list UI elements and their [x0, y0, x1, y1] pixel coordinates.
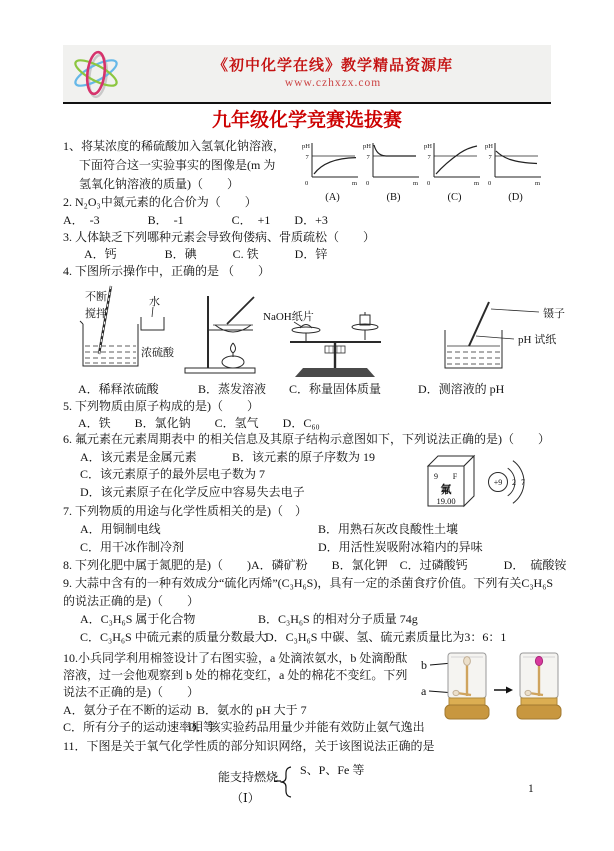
q9-line-2: 的说法正确的是)（ ）	[63, 594, 199, 608]
q7-option-a: A．用铜制电线	[80, 522, 161, 536]
q6-option-d: D．该元素原子在化学反应中容易失去电子	[80, 485, 305, 499]
tweezers-label: 镊子	[543, 308, 565, 320]
q10-option-c: C．所有分子的运动速率相等	[63, 720, 216, 734]
q6-text: 6. 氟元素在元素周期表中 的相关信息及其原子结构示意图如下，下列说法正确的是)（ ）	[63, 432, 550, 446]
y-axis-label: pH	[485, 143, 493, 150]
site-url: www.czhxzx.com	[284, 77, 382, 89]
q7-option-c: C．用干冰作制冷剂	[80, 540, 185, 554]
shell2-electrons: 7	[521, 478, 525, 487]
stir-label-1: 不断	[85, 291, 107, 303]
element-symbol: F	[452, 472, 458, 481]
y-axis-label: pH	[424, 143, 432, 150]
site-logo-icon	[67, 46, 125, 100]
acid-label: 浓硫酸	[141, 347, 174, 359]
stir-label-2: 搅拌	[85, 308, 107, 320]
q3-text: 3. 人体缺乏下列哪种元素会导致佝偻病、骨质疏松（ ）	[63, 230, 376, 244]
origin-label: 0	[366, 180, 370, 186]
jar-after	[517, 653, 561, 719]
network-brace	[274, 766, 294, 798]
y-axis-label: pH	[302, 143, 310, 150]
ph7-tick: 7	[488, 154, 492, 161]
swab-b-label: b	[421, 658, 427, 672]
q10-line-2: 溶液，过一会他观察到 b 处的棉花变红，a 处的棉花不变红。下列	[63, 668, 408, 682]
element-name: 氟	[440, 484, 452, 496]
q1-graph-a	[302, 140, 363, 203]
y-axis-label: pH	[363, 143, 371, 150]
q11-text: 11．下图是关于氧气化学性质的部分知识网络，关于该图说法正确的是	[63, 739, 435, 753]
origin-label: 0	[488, 180, 492, 186]
apparatus-evaporation	[185, 296, 255, 373]
q1-line-1: 1、将某浓度的稀硫酸加入氢氧化钠溶液，	[63, 139, 286, 153]
q4-caption-a: A．稀释浓硫酸	[78, 382, 159, 396]
site-title: 《初中化学在线》教学精品资源库	[212, 58, 453, 74]
q9-option-c: C．C₃H₆S 中硫元素的质量分数最大	[80, 630, 267, 644]
q6-option-b: B．该元素的原子序数为 19	[232, 450, 376, 464]
ph-graph-b	[363, 140, 421, 186]
ph-paper-label: pH 试纸	[518, 334, 557, 346]
nucleus-charge: +9	[493, 478, 503, 487]
q4-caption-c: C．称量固体质量	[289, 382, 382, 396]
q9-option-b: B．C₃H₆S 的相对分子质量 74g	[258, 612, 418, 626]
q10-line-3: 说法不正确的是)（ ）	[63, 685, 199, 699]
x-axis-label: m	[474, 180, 480, 186]
q5-text: 5. 下列物质由原子构成的是)（ ）	[63, 399, 259, 413]
q5-options: A．铁 B．氯化钠 C．氢气 D．C₆₀	[78, 416, 320, 430]
graph-caption-b: (B)	[386, 192, 401, 203]
q9-line-1: 9. 大蒜中含有的一种有效成分“硫化丙烯”(C₃H₆S)，具有一定的杀菌食疗价值。下列有关C₃H₆S	[63, 576, 554, 590]
origin-label: 0	[305, 180, 309, 186]
network-node-sublabel: （Ⅰ）	[231, 791, 260, 805]
q8-text: 8. 下列化肥中属于氮肥的是)（ )A．磷矿粉 B．氯化钾 C．过磷酸钙 D． 硫酸铵	[63, 558, 567, 572]
element-number: 9	[434, 472, 438, 481]
arrow-icon	[494, 687, 513, 694]
q1-graph-c	[424, 140, 485, 203]
q10-line-1: 10.小兵同学利用棉签设计了右图实验，a 处滴浓氨水，b 处滴酚酞	[63, 651, 408, 665]
graph-caption-a: (A)	[325, 192, 340, 203]
shell1-electrons: 2	[512, 478, 516, 487]
q7-option-d: D．用活性炭吸附冰箱内的异味	[318, 540, 483, 554]
q4-figure	[63, 284, 568, 380]
q10-option-b: B．氨水的 pH 大于 7	[197, 703, 307, 717]
q9-option-d: D．C₃H₆S 中碳、氢、硫元素质量比为3：6：1	[265, 630, 507, 644]
q3-options: A．钙 B．碘 C. 铁 D．锌	[84, 247, 328, 261]
q1-graph-d	[485, 140, 546, 203]
q10-option-d: D．该实验药品用量少并能有效防止氨气逸出	[188, 720, 425, 734]
network-node-label: 能支持燃烧	[218, 770, 279, 784]
q1-line-3: 氢氧化钠溶液的质量)（ ）	[79, 177, 239, 191]
q2-text: 2. N₂O₃中氮元素的化合价为（ ）	[63, 195, 257, 209]
ph-graph-a	[302, 140, 360, 186]
q1-line-2: 下面符合这一实验事实的图像是(m 为	[79, 158, 276, 172]
site-banner	[63, 45, 551, 104]
q7-text: 7. 下列物质的用途与化学性质相关的是)（ ）	[63, 504, 307, 518]
ph7-tick: 7	[305, 154, 309, 161]
q4-caption-d: D．测溶液的 pH	[418, 382, 505, 396]
origin-label: 0	[427, 180, 431, 186]
ph7-tick: 7	[427, 154, 431, 161]
naoh-label: NaOH纸片	[263, 311, 314, 323]
page-title: 九年级化学竞赛选拔赛	[211, 110, 402, 131]
water-label: 水	[149, 296, 160, 308]
q9-option-a: A．C₃H₆S 属于化合物	[80, 612, 196, 626]
graph-caption-d: (D)	[508, 192, 523, 203]
q6-option-a: A．该元素是金属元素	[80, 450, 197, 464]
q6-option-c: C．该元素原子的最外层电子数为 7	[80, 467, 266, 481]
page-number: 1	[528, 783, 534, 795]
ph-graph-c	[424, 140, 482, 186]
x-axis-label: m	[535, 180, 541, 186]
q10-option-a: A．氨分子在不断的运动	[63, 703, 192, 717]
x-axis-label: m	[413, 180, 419, 186]
q1-graph-b	[363, 140, 424, 203]
jar-before	[445, 653, 489, 719]
q4-caption-b: B．蒸发溶液	[198, 382, 267, 396]
q6-figure	[426, 452, 556, 510]
x-axis-label: m	[352, 180, 358, 186]
element-mass: 19.00	[436, 496, 456, 506]
swab-a-label: a	[421, 684, 427, 698]
q4-text: 4. 下图所示操作中，正确的是 （ ）	[63, 264, 271, 278]
q7-option-b: B．用熟石灰改良酸性土壤	[318, 522, 459, 536]
ph-graph-d	[485, 140, 543, 186]
q10-figure	[418, 650, 568, 728]
ph7-tick: 7	[366, 154, 370, 161]
network-branch-label: S、P、Fe 等	[300, 763, 365, 777]
q1-graphs	[302, 140, 546, 203]
q2-options: A． -3 B． -1 C． +1 D．+3	[63, 213, 328, 227]
graph-caption-c: (C)	[447, 192, 462, 203]
